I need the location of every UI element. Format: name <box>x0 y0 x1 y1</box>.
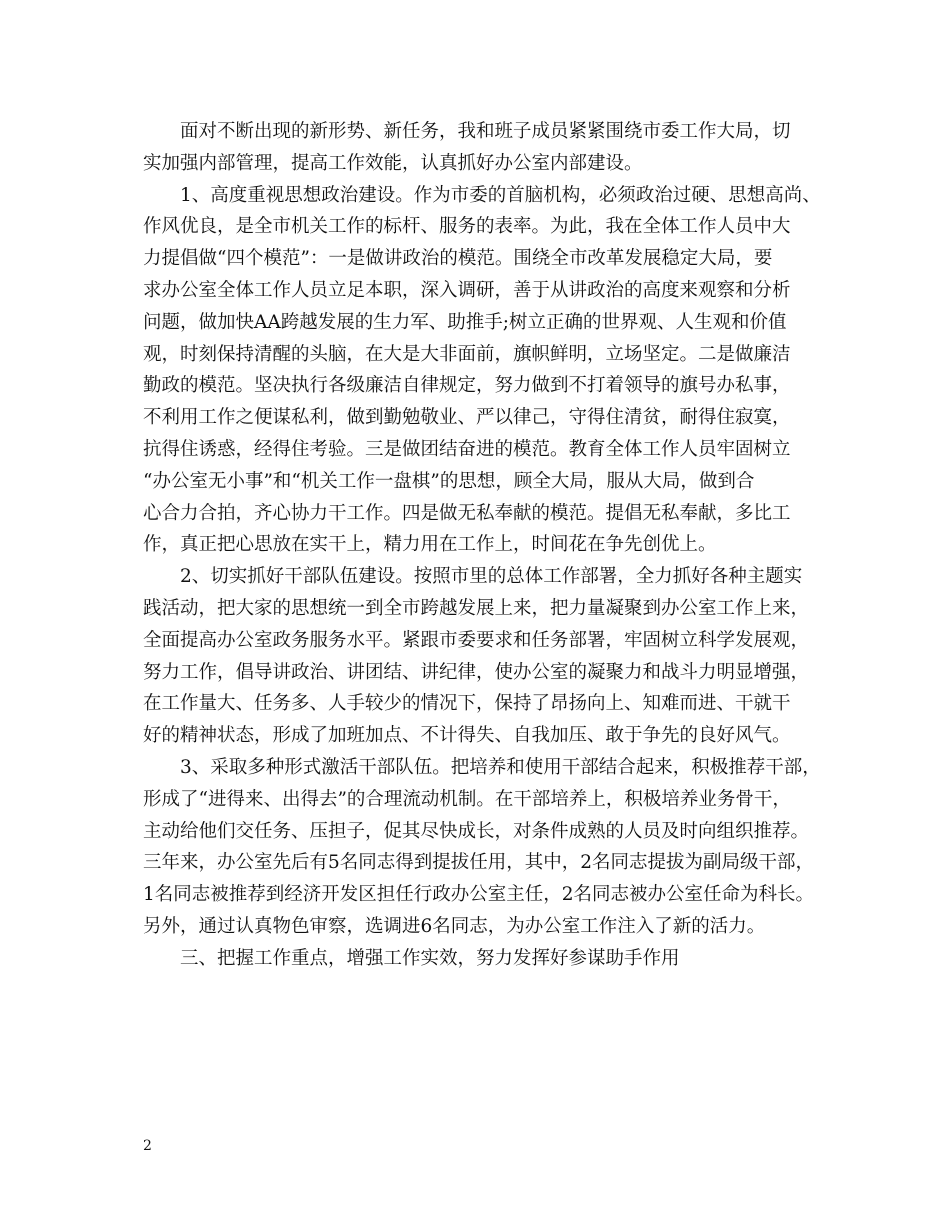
text-line: 力提倡做“四个模范”：一是做讲政治的模范。围绕全市改革发展稳定大局，要 <box>143 248 773 270</box>
text-line: 心合力合拍，齐心协力干工作。四是做无私奉献的模范。提倡无私奉献，多比工 <box>143 502 791 524</box>
text-line: 在工作量大、任务多、人手较少的情况下，保持了昂扬向上、知难而进、干就干 <box>143 693 791 715</box>
text-line: 抗得住诱惑，经得住考验。三是做团结奋进的模范。教育全体工作人员牢固树立 <box>143 438 791 460</box>
text-line: 努力工作，倡导讲政治、讲团结、讲纪律，使办公室的凝聚力和战斗力明显增强， <box>143 661 810 683</box>
text-line: 另外，通过认真物色审察，选调进6名同志，为办公室工作注入了新的活力。 <box>143 915 766 937</box>
text-line: 作风优良，是全市机关工作的标杆、服务的表率。为此，我在全体工作人员中大 <box>143 216 791 238</box>
text-line: 实加强内部管理，提高工作效能，认真抓好办公室内部建设。 <box>143 152 643 174</box>
text-line: 好的精神状态，形成了加班加点、不计得失、自我加压、敢于争先的良好风气。 <box>143 725 791 747</box>
text-line: 践活动，把大家的思想统一到全市跨越发展上来，把力量凝聚到办公室工作上来， <box>143 597 810 619</box>
text-line: 观，时刻保持清醒的头脑，在大是大非面前，旗帜鲜明，立场坚定。二是做廉洁 <box>143 343 791 365</box>
text-line: “办公室无小事”和“机关工作一盘棋”的思想，顾全大局，服从大局，做到合 <box>143 470 755 492</box>
text-line: 三、把握工作重点，增强工作实效，努力发挥好参谋助手作用 <box>180 947 680 969</box>
text-line: 三年来，办公室先后有5名同志得到提拔任用，其中，2名同志提拔为副局级干部， <box>143 852 815 874</box>
text-line: 主动给他们交任务、压担子，促其尽快成长，对条件成熟的人员及时向组织推荐。 <box>143 820 810 842</box>
text-line: 面对不断出现的新形势、新任务，我和班子成员紧紧围绕市委工作大局，切 <box>180 121 791 142</box>
text-line: 全面提高办公室政务服务水平。紧跟市委要求和任务部署，牢固树立科学发展观， <box>143 629 810 651</box>
text-line: 不利用工作之便谋私利，做到勤勉敬业、严以律己，守得住清贫，耐得住寂寞， <box>143 407 791 429</box>
text-line: 1名同志被推荐到经济开发区担任行政办公室主任，2名同志被办公室任命为科长。 <box>143 884 815 906</box>
text-line: 形成了“进得来、出得去”的合理流动机制。在干部培养上，积极培养业务骨干， <box>143 788 791 810</box>
text-line: 求办公室全体工作人员立足本职，深入调研，善于从讲政治的高度来观察和分析 <box>143 279 791 301</box>
text-line: 3、采取多种形式激活干部队伍。把培养和使用干部结合起来，积极推荐干部， <box>180 756 821 778</box>
text-line: 2、切实抓好干部队伍建设。按照市里的总体工作部署，全力抓好各种主题实 <box>180 566 803 588</box>
document-body <box>143 116 823 975</box>
text-line: 勤政的模范。坚决执行各级廉洁自律规定，努力做到不打着领导的旗号办私事， <box>143 375 791 397</box>
page-number: 2 <box>143 1138 152 1154</box>
text-line: 问题，做加快AA跨越发展的生力军、助推手;树立正确的世界观、人生观和价值 <box>143 311 787 333</box>
text-line: 1、高度重视思想政治建设。作为市委的首脑机构，必须政治过硬、思想高尚、 <box>180 184 821 206</box>
text-line: 作，真正把心思放在实干上，精力用在工作上，时间花在争先创优上。 <box>143 534 717 556</box>
